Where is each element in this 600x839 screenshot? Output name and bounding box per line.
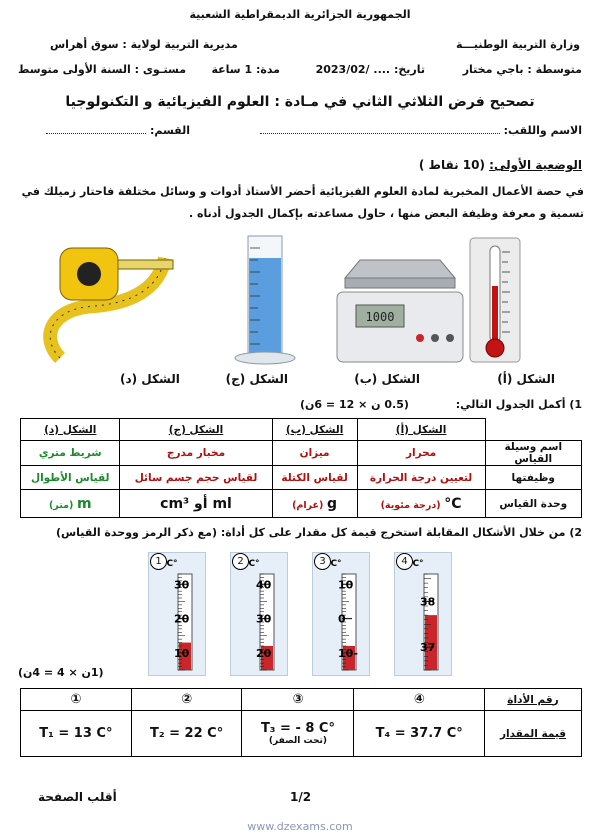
measuring-tape-icon [50,248,173,358]
class-field [20,124,190,137]
republic-title: الجمهورية الجزائرية الديمقراطية الشعبية [189,8,411,21]
table-header-row [21,419,582,441]
q2-prompt [12,526,582,539]
q1-text: أكمل الجدول التالي: [455,398,566,411]
q2-text: من خلال الأشكال المقابلة استخرج قيمة كل مقدار على كل أداة: (مع ذكر الرمز ووحدة القياس) [55,526,566,539]
thermometer-readings [0,552,600,676]
cell-function-d: لقياس الأطوال [21,466,120,490]
tick-label-3-2: 0 [338,612,346,626]
situation-text: في حصة الأعمال المخبرية لمادة العلوم الفيزيائية أحضر الأستاذ أدوات و وسائل مختلفة فاحتار زميلك في تسمية و معرفة وظيفة البعض منها ، حاول مساعدته بإكمال الجدول أدناه . [21,185,584,220]
thermo-number-2: 2 [232,553,249,570]
row-header-name: اسم وسيلة القياس [485,441,582,466]
col-header-d: الشكل (د) [21,419,120,441]
name-field [242,124,582,137]
unit-label-3: °C [330,559,342,569]
q1-score: (0.5 ن × 12 = 6ن) [300,398,409,411]
table-row [21,711,582,757]
tick-label-2-3: 20 [256,646,272,660]
directorate-label: مديرية التربية لولاية : سوق أهراس [50,38,238,51]
table-row [21,466,582,490]
watermark: www.dzexams.com [247,820,353,833]
tick-label-1-3: 10 [174,646,190,660]
scale-icon [337,260,463,362]
thermo-number-4: 4 [396,553,413,570]
readings-table [20,688,582,757]
reading-cell-3 [242,711,354,757]
row-header-function: وظيفتها [485,466,582,490]
q2-score: (1ن × 4 = 4ن) [18,666,104,679]
readings-number-4: ④ [354,689,485,711]
cell-function-b: لقياس الكتلة [272,466,357,490]
tick-label-3-3: -10 [338,646,358,660]
turn-page-label: أقلب الصفحة [38,790,117,804]
tick-label-2-2: 30 [256,612,272,626]
table-header-row [21,689,582,711]
thermo-number-1: 1 [150,553,167,570]
tick-label-2-1: 40 [256,578,272,592]
tick-label-1-1: 30 [174,578,190,592]
tick-label-4-2: 37 [420,641,436,655]
unit-note-b: (غرام) [292,499,324,511]
table-row [21,490,582,518]
reading-value-3: T₃ = - 8 C° [260,721,335,736]
row-header-unit: وحدة القياس [485,490,582,518]
readings-number-3: ③ [242,689,354,711]
thermo-number-3: 3 [314,553,331,570]
unit-label-2: °C [248,559,260,569]
reading-note-3: (تحت الصفر) [268,736,328,746]
figure-caption-c: الشكل (ج) [225,372,288,386]
name-label: الاسم واللقب: [503,124,582,137]
tick-label-1-2: 20 [174,612,190,626]
instruments-table [20,418,582,518]
unit-symbol-d: m [76,495,92,512]
thermometer-icon [470,238,520,362]
table-row [21,441,582,466]
school-label: متوسطة : باجي مختار [462,63,582,76]
class-blank [46,133,146,134]
svg-text:1000: 1000 [365,310,395,324]
cell-unit-b [272,490,357,518]
duration-label: مدة: 1 ساعة [211,63,280,76]
unit-symbol-a: C° [444,495,462,512]
readings-value-label: قيمة المقدار [485,711,582,757]
cell-function-c: لقياس حجم جسم سائل [120,466,272,490]
readings-number-1: ① [21,689,132,711]
figure-caption-b: الشكل (ب) [354,372,420,386]
class-label: القسم: [149,124,190,137]
q1-number: 1) [569,398,582,411]
col-header-c: الشكل (ج) [120,419,272,441]
cell-name-b: ميزان [272,441,357,466]
exam-title: تصحيح فرض الثلاثي الثاني في مـادة : العلوم الفيزيائية و التكنولوجيا [65,94,535,110]
table-corner [485,419,582,441]
tick-label-4-1: 38 [420,595,436,609]
tick-label-3-1: 10 [338,578,354,592]
situation-points: (10 نقاط ) [418,158,485,172]
col-header-a: الشكل (أ) [357,419,485,441]
cell-unit-d [21,490,120,518]
readings-number-2: ② [131,689,242,711]
q1-prompt [456,398,582,411]
name-blank [260,133,500,134]
readings-header-label: رقم الأداة [485,689,582,711]
col-header-b: الشكل (ب) [272,419,357,441]
cell-name-c: مخبار مدرج [120,441,272,466]
graduated-cylinder-icon [235,236,295,364]
unit-note-d: (متر) [48,499,74,511]
q2-number: 2) [569,526,582,539]
unit-label-4: °C [412,559,424,569]
cell-name-a: محرار [357,441,485,466]
reading-value-2: T₂ = 22 C° [131,711,242,757]
figure-caption-d: الشكل (د) [120,372,180,386]
cell-function-a: لتعيين درجة الحرارة [357,466,485,490]
level-label: مستـوى : السنة الأولى متوسط [18,63,187,76]
unit-symbol-b: g [327,495,338,512]
cell-unit-c [120,490,272,518]
figures-area [0,228,600,368]
cell-name-d: شريط متري [21,441,120,466]
figure-caption-a: الشكل (أ) [497,372,555,386]
ministry-label: وزارة التربية الوطنيـــة [455,38,580,51]
unit-symbol-c: ml أو cm³ [160,495,232,512]
unit-label-1: °C [166,559,178,569]
reading-value-4: T₄ = 37.7 C° [354,711,485,757]
page-number: 1/2 [290,790,312,804]
date-label: تاريخ: .... /2023/02 [315,63,425,76]
cell-unit-a [357,490,485,518]
situation-heading [419,158,582,172]
reading-value-1: T₁ = 13 C° [21,711,132,757]
unit-note-a: (درجة مئوية) [380,499,441,511]
situation-heading-text: الوضعية الأولى: [489,158,582,172]
